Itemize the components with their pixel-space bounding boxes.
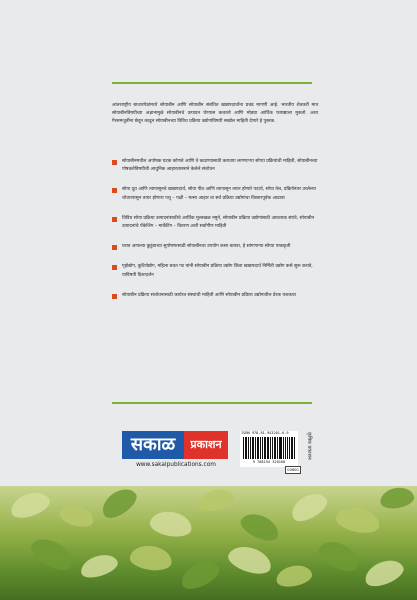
feature-text: विविध सोया प्रक्रिया उत्पादनांसाठीचे आर्थिक मुल्तखळ नमुने, सोयाबीन प्रक्रिया उद्योगांसाठी आवश्यक संयंत्रे, सोयाबीन उत्पादनांचे पॅकेजिंग – मार्केटिंग – वितरण अशी सर्वांगीण माहिती bbox=[122, 215, 315, 230]
feature-item bbox=[112, 158, 318, 174]
feature-item bbox=[112, 243, 318, 251]
publisher-logo bbox=[122, 431, 230, 463]
barcode-icon bbox=[243, 437, 295, 459]
bullet-square-icon bbox=[112, 217, 117, 222]
spine-label: कृषिक प्रकाशन bbox=[306, 432, 312, 460]
feature-text: घरात आपल्या कुटुंबाच्या सुपोषणासाठी सोयाबीनचा उपयोग कसा करावा, हे सांगणाऱ्या सोप्या पाककृती bbox=[122, 244, 291, 250]
barcode-number: 9 788194 320160 bbox=[252, 460, 286, 464]
bullet-square-icon bbox=[112, 188, 117, 193]
feature-item bbox=[112, 263, 318, 279]
bottom-green-rule bbox=[112, 402, 312, 404]
feature-list bbox=[112, 158, 318, 312]
feature-text: सोयाबीन प्रक्रिया संशोधनासाठी कार्यरत संस्थांची माहिती आणि सोयाबीन प्रक्रिया उद्योगातील प्रेरक यशकथा bbox=[122, 292, 296, 298]
top-green-rule bbox=[112, 82, 312, 84]
bullet-square-icon bbox=[112, 160, 117, 165]
intro-paragraph: आंतरराष्ट्रीय बाजारपेठांमध्ये सोयाबीन आणि सोयाबीन संबंधित खाद्यपदार्थांना प्रचंड मागणी आहे. भारतीय शेतकरी मात्र सोयाबीनविषयीच्या अज्ञानामुळे सोयाबीनचे उत्पादन घेण्यास कचरतो आणि मोठ्या आर्थिक फायद्याला मुकतो. अशा गैरसमजुतींना छेदून काढून सोयाबीनच्या विविध प्रक्रिया उद्योगांविषयी सखोल माहिती देणारे हे पुस्तक. bbox=[112, 103, 318, 125]
feature-item bbox=[112, 186, 318, 202]
soybean-foliage-image bbox=[0, 486, 417, 600]
isbn-label: ISBN 978-81-943201-6-9 bbox=[241, 431, 289, 435]
feature-text: सोया दूध आणि त्यापासूनचे खाद्यपदार्थ, सोया पीठ आणि त्यापासून तयार होणारे पदार्थ, सोया तेल, प्रक्रियेनंतर उरलेल्या चोथ्यापासून तयार होणारा पशू – पक्षी – मत्स्य आहार वा सर्व प्रक्रिया उद्योगांचा विस्तारपूर्वक आढावा bbox=[122, 187, 316, 201]
feature-item bbox=[112, 292, 318, 300]
bullet-square-icon bbox=[112, 265, 117, 270]
publisher-website[interactable]: www.sakalpublications.com bbox=[136, 462, 216, 468]
logo-sakal-word: सकाळ bbox=[122, 431, 184, 459]
price-box: 00600 bbox=[285, 466, 301, 474]
bullet-square-icon bbox=[112, 294, 117, 299]
feature-text: गृहोद्योग, कुटिरोद्योग, महिला बचत गट यांनी सोयाबीन प्रक्रिया उद्योग किंवा खाद्यपदार्थ निर्मिती उद्योग कसे सुरू करावे, याविषयी दिशादर्शन bbox=[122, 264, 313, 278]
bullet-square-icon bbox=[112, 245, 117, 250]
feature-item bbox=[112, 215, 318, 231]
feature-text: सोयाबीनमधील अपोषक घटक कोणते आणि ते काढण्यासाठी करावया लागणाऱ्या सोप्या प्रक्रियांची माहिती, सोयाबीनच्या पोषकतेविषयीची आधुनिक आहारशास्त्राने केलेले संशोधन bbox=[122, 159, 318, 173]
logo-prakashan-tag: प्रकाशन bbox=[184, 431, 228, 459]
